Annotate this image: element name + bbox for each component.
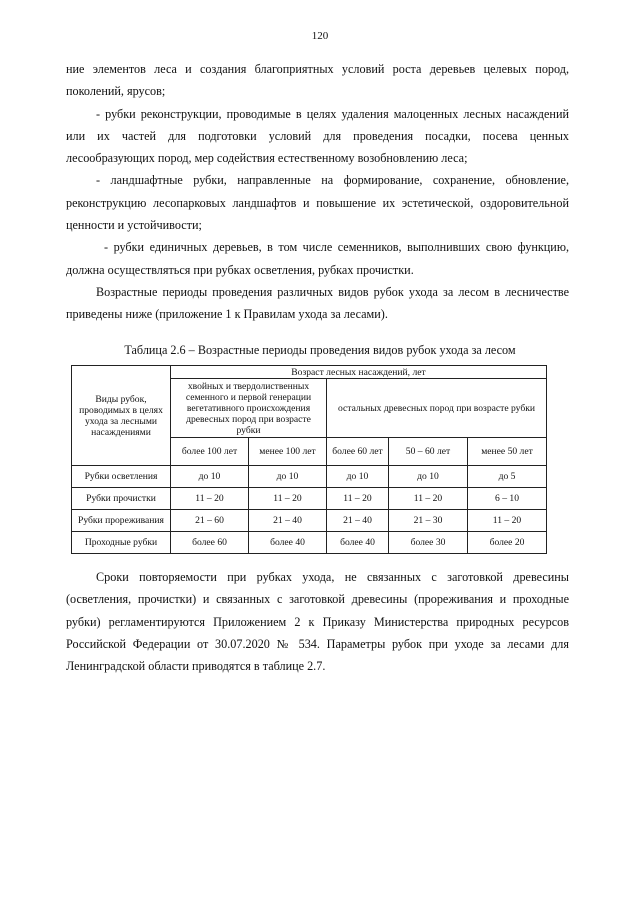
row-label: Рубки осветления — [72, 466, 171, 488]
body-text — [66, 58, 569, 326]
table-row — [72, 488, 547, 510]
header-group-conifers: хвойных и твердолиственных семенного и первой генерации вегетативного происхождения древесных пород при возрасте рубки — [171, 379, 327, 438]
paragraph-single-tree-cuttings: - рубки единичных деревьев, в том числе семенников, выполнивших свою функцию, должна осуществляться при рубках осветления, рубках прочистки. — [66, 240, 569, 277]
table-cell: более 60 — [171, 532, 249, 554]
table-cell: до 10 — [171, 466, 249, 488]
paragraph-landscape-cuttings: - ландшафтные рубки, направленные на формирование, сохранение, обновление, реконструкцию лесопарковых ландшафтов и повышение их эстетической, оздоровительной ценности и устойчивости; — [66, 173, 569, 233]
table-cell: 11 – 20 — [389, 488, 468, 510]
table-cell: 11 – 20 — [327, 488, 389, 510]
subheader-cell: 50 – 60 лет — [389, 438, 468, 466]
table-row — [72, 466, 547, 488]
header-group-other: остальных древесных пород при возрасте рубки — [327, 379, 547, 438]
table-row — [72, 510, 547, 532]
table-cell: более 20 — [468, 532, 547, 554]
table-cell: 11 – 20 — [249, 488, 327, 510]
table-cell: 11 – 20 — [468, 510, 547, 532]
subheader-cell: более 60 лет — [327, 438, 389, 466]
paragraph-repeat-periods: Сроки повторяемости при рубках ухода, не связанных с заготовкой древесины (осветления, прочистки) и связанных с заготовкой древесины (прореживания и проходные рубки) регламентируются Приложением 2 к Приказу Министерства природных ресурсов Российской Федерации от 30.07.2020 № 534. Параметры рубок при уходе за лесами для Ленинградской области приводятся в таблице 2.7. — [66, 570, 569, 674]
table-cell: 21 – 40 — [327, 510, 389, 532]
table-caption: Таблица 2.6 – Возрастные периоды проведения видов рубок ухода за лесом — [124, 343, 516, 357]
row-label: Рубки прочистки — [72, 488, 171, 510]
table-cell: 21 – 60 — [171, 510, 249, 532]
header-cutting-types: Виды рубок, проводимых в целях ухода за лесными насаждениями — [72, 366, 171, 466]
header-age: Возраст лесных насаждений, лет — [171, 366, 547, 379]
table-cell: до 10 — [249, 466, 327, 488]
page-number: 120 — [311, 30, 329, 42]
body-text-after-table — [66, 566, 569, 677]
table-row — [72, 532, 547, 554]
table-cell: более 40 — [327, 532, 389, 554]
table-cell: 21 – 40 — [249, 510, 327, 532]
table-cell: до 10 — [389, 466, 468, 488]
row-label: Проходные рубки — [72, 532, 171, 554]
table-cell: до 10 — [327, 466, 389, 488]
table-cell: 11 – 20 — [171, 488, 249, 510]
table-cell: 21 – 30 — [389, 510, 468, 532]
paragraph-age-periods: Возрастные периоды проведения различных видов рубок ухода за лесом в лесничестве приведены ниже (приложение 1 к Правилам ухода за лесами). — [66, 284, 569, 322]
paragraph-continuation: ние элементов леса и создания благоприятных условий роста деревьев целевых пород, поколений, ярусов; — [66, 62, 569, 99]
subheader-cell: менее 50 лет — [468, 438, 547, 466]
table-cell: 6 – 10 — [468, 488, 547, 510]
paragraph-reconstruction-cuttings: - рубки реконструкции, проводимые в целях удаления малоценных лесных насаждений или их частей для подготовки условий для проведения посадки, посева ценных лесообразующих пород, мер содействия естественному возобновлению леса; — [66, 106, 569, 166]
subheader-cell: менее 100 лет — [249, 438, 327, 466]
row-label: Рубки прореживания — [72, 510, 171, 532]
age-periods-table — [71, 365, 547, 554]
table-cell: более 30 — [389, 532, 468, 554]
subheader-cell: более 100 лет — [171, 438, 249, 466]
table-cell: до 5 — [468, 466, 547, 488]
table-header-row — [72, 366, 547, 379]
table-cell: более 40 — [249, 532, 327, 554]
